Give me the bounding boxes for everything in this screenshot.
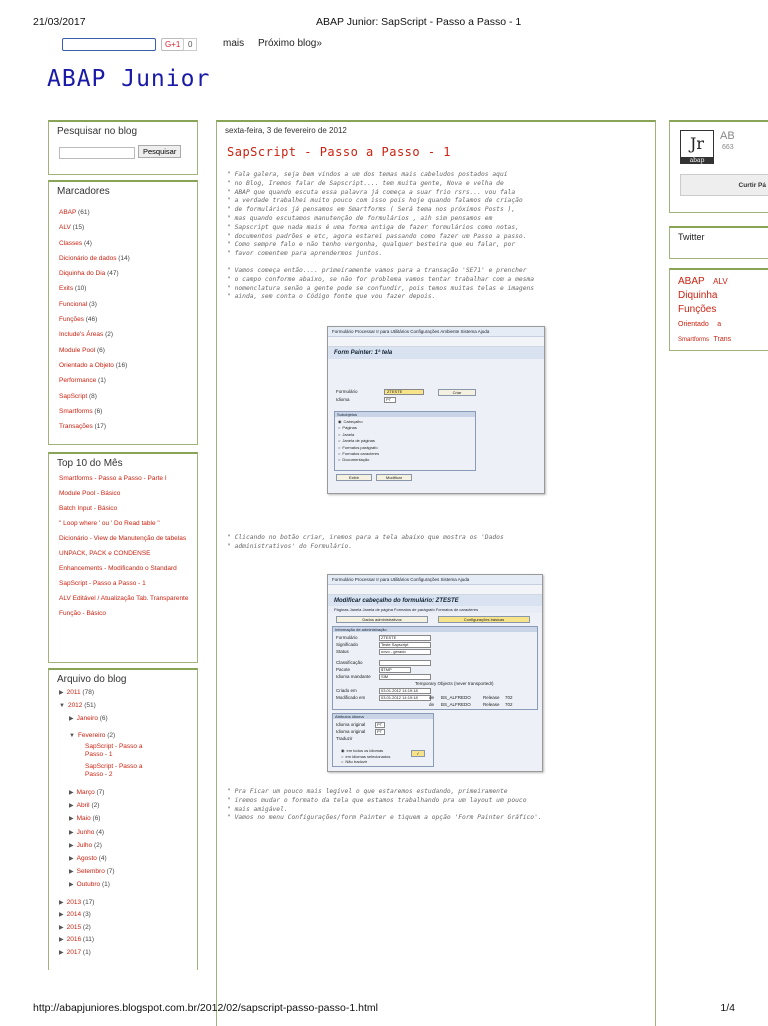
label-count: (2) [105,331,114,339]
labels-heading: Marcadores [57,186,110,197]
sap-screenshot-form-header[interactable] [327,574,543,772]
tag-transacoes[interactable]: Trans [713,336,732,343]
archive-month-label[interactable]: Outubro [76,881,101,889]
sap-screen-title: Form Painter: 1ª tela [328,347,544,359]
admin-field [379,649,431,655]
archive-month-count: (1) [101,881,110,889]
post-line: " a verdade trabalhei muito pouco com isso pois hoje quando falamos de criação [227,197,523,205]
label-count: (17) [94,423,107,431]
archive-month-count: (2) [107,732,116,739]
language-label: Idioma [336,397,350,402]
subobject-option-label: Janela de páginas [342,438,375,444]
label-item[interactable] [59,205,197,220]
search-input[interactable] [59,147,135,159]
post-line: " Fala galera, seja bem vindos a um dos temas mais cabeludos postados aqui [227,171,508,178]
navbar-search-box[interactable] [62,38,156,51]
label-item[interactable] [59,281,197,296]
label-link[interactable]: ABAP [59,209,77,216]
radio-icon: ○ [338,444,341,450]
archive-month-label[interactable]: Agosto [76,854,97,862]
label-count: (61) [78,209,90,216]
top10-link[interactable]: Smartforms - Passo a Passo - Parte I [59,475,167,482]
label-link[interactable]: SapScript [59,392,88,400]
admin-field [379,674,431,680]
expand-right-icon[interactable]: ▶ [69,869,74,876]
post-paragraph [217,534,514,552]
post-line: " ABAP que quando escuta essa palavra já começa a suar frio rsrs... vou fala [227,188,516,196]
label-link[interactable]: Dicionário de dados [59,254,117,262]
search-heading: Pesquisar no blog [57,126,138,137]
archive-month-label[interactable]: Janeiro [76,715,98,722]
language-attr-field [375,729,385,735]
label-count: (14) [118,254,130,262]
tag-cloud-widget [669,268,768,351]
archive-month-count: (4) [96,828,105,836]
expand-right-icon[interactable]: ▶ [59,937,64,944]
archive-month-count: (2) [91,802,100,810]
label-count: (8) [89,392,97,400]
archive-month[interactable] [69,789,197,802]
sap-menubar: Formulário Processar Ir para Utilitários Configurações Sistema Ajuda [328,575,542,585]
create-button: Criar [438,389,476,396]
tag-smartforms[interactable]: Smartforms [678,337,710,343]
archive-month-count: (7) [106,868,115,876]
radio-icon: ◉ [338,419,342,424]
label-count: (10) [74,285,87,293]
admin-field [379,695,431,701]
radio-icon: ○ [338,425,341,431]
translate-radios [341,748,390,765]
language-attributes-group [332,713,434,767]
label-item[interactable] [59,251,197,266]
top10-heading: Top 10 do Mês [57,458,123,469]
post-line: " mais amigável. [227,805,288,813]
sap-menubar: Formulário Processar Ir para Utilitários Configurações Ambiente Sistema Ajuda [328,327,544,337]
label-item[interactable] [59,327,197,342]
tag-funcoes[interactable]: Funções [678,304,717,315]
expand-right-icon[interactable]: ▶ [69,803,74,810]
sap-toolbar [328,585,542,595]
language-confirm-icon: ✓ [411,750,425,757]
expand-right-icon[interactable]: ▶ [69,790,74,796]
admin-field-label: Status [336,649,349,654]
archive-year-label[interactable]: 2011 [66,689,81,696]
label-link[interactable]: Funções [59,316,84,324]
archive-year-count: (51) [84,702,96,709]
language-attr-label: Idioma original [336,722,366,727]
archive-month-label[interactable]: Março [76,789,95,796]
post-line: " nomenclatura senão a gente pode se confundir, pois temos muitas telas e imagens [227,284,535,292]
profile-widget [669,120,768,213]
admin-field-value: 03.01.2012 14:19:18 [381,688,418,693]
archive-year[interactable] [59,911,197,924]
archive-year-label[interactable]: 2012 [67,702,83,709]
expand-right-icon[interactable]: ▶ [69,829,74,836]
post-title[interactable]: SapScript - Passo a Passo - 1 [227,145,452,159]
archive-year-label[interactable]: 2014 [66,911,82,919]
language-attributes-heading: Atributos idioma [333,714,433,719]
radio-icon: ○ [338,450,341,456]
search-panel [48,120,198,175]
post-paragraph [217,171,655,259]
tag-a[interactable]: a [717,321,722,328]
modified-by-label: de [429,702,435,707]
top10-link[interactable]: Dicionário - View de Manutenção de tabelas [59,535,187,542]
subobjects-group [334,411,476,471]
subobject-option-label: Documentação [342,457,370,463]
post-line: " Vamos começa então.... primeiramente vamos para a transação 'SE71' e prencher [227,266,527,274]
admin-field [379,688,431,694]
archive-tree [49,689,197,789]
radio-icon: ○ [338,438,341,444]
admin-field-label: Pacote [336,667,351,672]
archive-panel [48,668,198,970]
print-date: 21/03/2017 [33,16,86,28]
expand-down-icon[interactable]: ▼ [59,703,65,709]
top10-link[interactable]: " Loop where ' ou ' Do Read table " [59,520,160,527]
tag-orientado[interactable]: Orientado [678,321,709,328]
archive-year-label[interactable]: 2016 [66,936,82,944]
label-count: (6) [96,346,105,354]
expand-right-icon[interactable]: ▶ [69,816,74,823]
language-attr-value: PT [377,729,383,734]
post-paragraph [217,267,655,302]
admin-field [379,660,431,666]
label-count: (4) [83,239,92,247]
label-link[interactable]: Performance [59,377,97,385]
label-item[interactable] [59,358,197,373]
radio-icon: ○ [338,431,341,437]
archive-month[interactable] [69,815,197,828]
radio-icon: ○ [341,753,344,759]
admin-field-label: Idioma mandante [336,674,371,679]
gplus-button[interactable]: G+1 [161,38,184,51]
translate-radio-option [341,759,390,765]
post-paragraph [217,788,552,823]
archive-heading: Arquivo do blog [57,674,127,685]
translate-radio-label: em todos os idiomas [346,748,384,753]
expand-right-icon[interactable]: ▶ [69,855,74,862]
label-link[interactable]: Transações [59,423,93,431]
expand-right-icon[interactable]: ▶ [69,716,74,722]
form-field-value: ZTESTE [387,389,403,394]
expand-right-icon[interactable]: ▶ [59,690,64,696]
admin-field-value: $TMP [381,667,392,672]
post-line: " iremos mudar o formato da tela que estamos trabalhando pra um layout um pouco [227,796,527,804]
archive-month[interactable] [69,868,197,881]
label-count: (15) [72,224,85,232]
archive-month-label[interactable]: Abril [76,802,90,810]
admin-field-value: SIM [381,674,389,679]
post-line: " Clicando no botão criar, iremos para a tela abaixo que mostra os 'Dados [227,534,504,541]
label-item[interactable] [59,266,197,281]
subobject-option-label: Formatos parágrafo [342,444,378,450]
expand-right-icon[interactable]: ▶ [59,899,64,906]
archive-month-label[interactable]: Junho [76,828,95,836]
label-item[interactable] [59,236,197,251]
post-line: " Sapscript que nada mais é uma forma antiga de fazer formulários como notas, [227,223,519,231]
archive-year[interactable] [59,924,197,937]
expand-right-icon[interactable]: ▶ [59,924,64,931]
archive-month-label[interactable]: Maio [76,815,91,823]
expand-down-icon[interactable]: ▼ [69,733,75,739]
label-item[interactable] [59,373,197,388]
print-url: http://abapjuniores.blogspot.com.br/2012/02/sapscript-passo-passo-1.html [33,1002,378,1014]
tag-diquinha[interactable]: Diquinha [678,290,718,301]
print-page: 1/4 [720,1002,735,1014]
sap-screenshot-form-painter[interactable] [327,326,545,494]
translate-radio-label: em idiomas selecionados [345,753,391,759]
post-line: " Vamos no menu Configurações/form Painter e tiquem a opção 'Form Painter Gráfico'. [227,814,542,822]
label-item[interactable] [59,312,197,327]
sap-tabstrip: Páginas Janela Janela de página Formatos de parágrafo Formatos de caracteres [328,606,542,613]
post-line: " Como sempre falo e não tenho vergonha, qualquer besteira que eu falar, por [227,241,516,249]
sap-toolbar [328,337,544,347]
language-field-value: PT [386,397,392,402]
gplus-count: 0 [183,38,197,51]
admin-field-value: Teste Sapscript [381,642,409,647]
post-line: " Pra Ficar um pouco mais legível o que estaremos estudando, primeiramente [227,788,508,795]
label-link[interactable]: Exits [59,285,74,293]
label-count: (6) [94,407,103,415]
package-note: Temporary Objects (never transported!) [415,681,494,686]
post-line: " favor comentem para aprendermos juntos. [227,250,383,258]
translate-radio-label: Não traduzir [345,759,368,764]
release-label: Release [483,695,500,700]
label-item[interactable] [59,404,197,419]
subobjects-options [338,419,379,464]
top10-list [49,475,197,618]
subobjects-heading: Subobjetos [335,412,475,417]
top10-link[interactable]: SapScript - Passo a Passo - 1 [59,580,146,587]
admin-field [379,642,431,648]
archive-month-label[interactable]: Setembro [76,868,105,876]
label-count: (16) [115,361,128,369]
release-label: Release [483,702,500,707]
form-label: Formulário [336,389,358,394]
expand-right-icon[interactable]: ▶ [59,912,64,919]
release-value: 702 [505,695,513,700]
profile-logo-sub: abap [681,157,713,164]
archive-month-label[interactable]: Fevereiro [77,732,106,739]
radio-icon: ◉ [341,748,345,753]
label-link[interactable]: Diquinha do Dia [59,270,106,278]
archive-month[interactable] [69,842,197,855]
archive-year-label[interactable]: 2013 [66,898,82,906]
expand-right-icon[interactable]: ▶ [59,949,64,956]
post-line: " o campo conforme abaixo, se não for problema vamos tentar trabalhar com a mesma [227,275,535,283]
archive-month-count: (7) [96,789,105,796]
admin-field [379,635,431,641]
archive-month-count: (2) [93,841,102,849]
archive-post-link[interactable]: SapScript - Passo a Passo - 2 [85,763,143,778]
profile-logo[interactable] [680,130,714,164]
archive-month-fevereiro[interactable] [59,732,197,743]
sap-screen-title: Modificar cabeçalho do formulário: ZTESTE [328,595,542,607]
top10-link[interactable]: Enhancements - Modificando o Standard [59,565,177,572]
tag-abap[interactable]: ABAP [678,276,705,287]
top10-link[interactable]: Função - Básico [59,610,106,617]
archive-year-2012[interactable] [59,702,197,715]
blog-post [216,120,656,1026]
admin-field-label: Classificação [336,660,363,665]
archive-year-label[interactable]: 2015 [66,923,82,931]
archive-month[interactable] [69,802,197,815]
twitter-widget [669,226,768,259]
top10-panel [48,452,198,663]
modified-by-user: BS_ALFREDO [441,702,471,707]
label-link[interactable]: Funcional [59,300,88,308]
label-count: (47) [107,270,119,278]
archive-post-link[interactable]: SapScript - Passo a Passo - 1 [85,743,143,758]
admin-field-label: Modificado em [336,695,366,700]
label-count: (1) [98,377,106,385]
archive-month-janeiro[interactable] [59,715,197,732]
next-blog-link[interactable]: Próximo blog» [258,38,322,49]
admin-field-label: Criado em [336,688,357,693]
top10-link[interactable]: Batch Input - Básico [59,505,118,512]
archive-years [49,899,197,962]
label-count: (3) [89,300,97,308]
archive-month[interactable] [69,855,197,868]
show-button: Exibir [336,474,372,481]
label-link[interactable]: Classes [59,239,83,247]
post-date: sexta-feira, 3 de fevereiro de 2012 [225,126,347,135]
archive-year-count: (78) [82,689,94,696]
archive-month-count: (6) [92,815,101,823]
labels-panel [48,180,198,445]
admin-field-label: Formulário [336,635,358,640]
subobject-option-label: Páginas [342,425,357,431]
admin-field-value: novo - gerado [381,649,406,654]
label-link[interactable]: Module Pool [59,346,96,354]
top10-link[interactable]: Module Pool - Básico [59,490,121,497]
label-item[interactable] [59,220,197,235]
archive-month-count: (6) [99,715,108,722]
admin-data-button: Dados administrativos [336,616,428,623]
archive-year-count: (1) [82,948,91,956]
archive-month-label[interactable]: Julho [76,841,93,849]
profile-logo-initials: Jr [689,134,705,153]
archive-year-count: (3) [82,911,91,919]
subobject-option-label: Cabeçalho [343,419,363,424]
top10-link[interactable]: ALV Editável / Atualização Tab. Transparente [59,595,189,602]
print-title: ABAP Junior: SapScript - Passo a Passo - 1 [316,16,522,28]
archive-year[interactable] [59,949,197,962]
archive-month-count: (4) [98,854,107,862]
archive-year-label[interactable]: 2017 [66,948,82,956]
created-by-user: BS_ALFREDO [441,695,471,700]
radio-icon: ○ [341,759,344,764]
radio-icon: ○ [338,457,341,463]
admin-info-heading: Informação de administração [333,627,537,632]
language-attr-value: PT [377,722,383,727]
top10-link[interactable]: UNPACK, PACK e CONDENSE [59,550,151,557]
subobject-option-label: Formatos caracteres [342,450,380,456]
archive-year[interactable] [59,936,197,949]
like-page-button[interactable]: Curtir Pá [680,174,768,196]
label-link[interactable]: Smartforms [59,407,93,415]
profile-count-partial: 663 [722,144,734,151]
label-link[interactable]: ALV [59,224,71,232]
expand-right-icon[interactable]: ▶ [69,882,74,889]
label-count: (46) [85,316,98,324]
archive-months [49,789,197,895]
admin-field [379,667,411,673]
admin-info-group [332,626,538,710]
archive-month[interactable] [69,829,197,842]
form-field [384,389,424,395]
blogger-navbar [0,36,768,54]
twitter-heading: Twitter [678,232,705,242]
label-item[interactable] [59,419,197,434]
label-link[interactable]: Orientado a Objeto [59,361,114,369]
language-attr-label: Idioma original [336,729,366,734]
created-by-label: de [429,695,435,700]
archive-month[interactable] [69,881,197,894]
post-line: " administrativos' do Formulário. [227,542,353,550]
profile-name-partial: AB [720,130,735,142]
label-link[interactable]: Include's Áreas [59,331,104,339]
basic-settings-button: Configurações básicas [438,616,530,623]
label-item[interactable] [59,343,197,358]
admin-field-value: 03.01.2012 14:19:18 [381,695,418,700]
archive-year-count: (11) [82,936,94,944]
archive-year-2011[interactable] [59,689,197,702]
subobject-option [338,457,379,463]
language-field [384,397,396,403]
labels-list [49,205,197,434]
language-attr-field [375,722,385,728]
label-item[interactable] [59,389,197,404]
blog-title[interactable]: ABAP Junior [47,66,211,92]
archive-year[interactable] [59,899,197,912]
admin-field-value: ZTESTE [381,635,397,640]
post-line: " ainda, sem conta o Código fonte que vou fazer depois. [227,293,436,301]
admin-field-label: Significado [336,642,359,647]
post-line: " mas quando escutamos manutenção de formulários , aih sim pensamos em [227,214,493,222]
search-button[interactable]: Pesquisar [138,145,181,158]
language-attr-label: Traduzir [336,736,353,741]
label-item[interactable] [59,297,197,312]
more-link[interactable]: mais [223,38,245,49]
expand-right-icon[interactable]: ▶ [69,842,74,849]
archive-year-count: (17) [82,898,95,906]
archive-year-count: (2) [82,923,91,931]
change-button: Modificar [376,474,412,481]
release-value: 702 [505,702,513,707]
tag-alv[interactable]: ALV [713,277,728,286]
post-line: " de formulários já pensamos em Smartforms ( Será tema nos próximos Posts ), [227,206,516,214]
post-line: " documentos padrões e etc, agora estarei passando como fazer um Passo a passo. [227,232,527,240]
subobject-option-label: Janela [342,431,355,437]
post-line: " no Blog, Iremos falar de Sapscript.... tem muita gente, Nova e velha de [227,179,504,187]
